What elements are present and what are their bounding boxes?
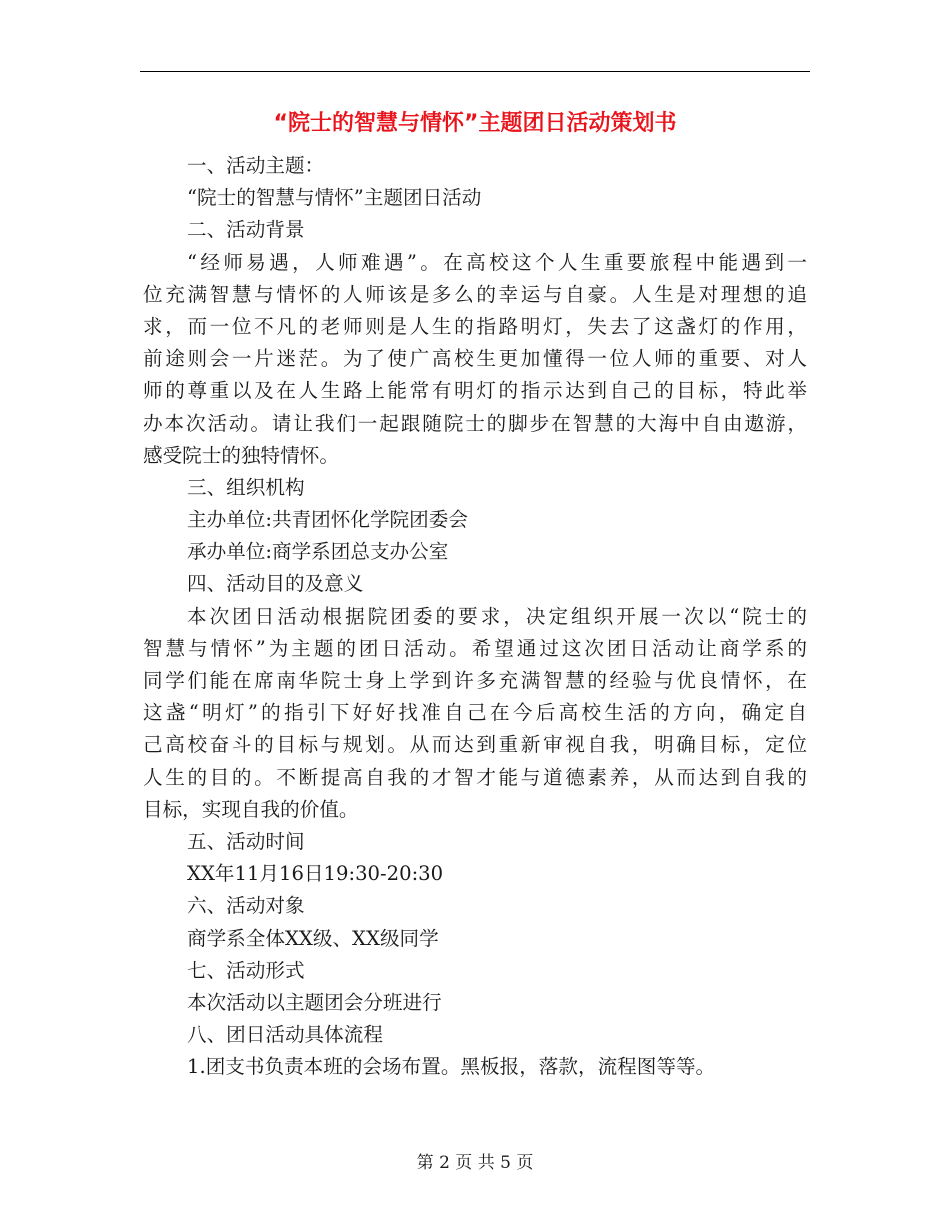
- paragraph-line: 五、活动时间: [187, 829, 305, 853]
- paragraph-line: 承办单位:商学系团总支办公室: [187, 540, 449, 564]
- paragraph-line: 三、组织机构: [187, 475, 305, 499]
- paragraph-line: 办本次活动。请让我们一起跟随院士的脚步在智慧的大海中自由遨游，: [143, 411, 807, 435]
- paragraph-line: 六、活动对象: [187, 894, 305, 918]
- paragraph-line: 商学系全体XX级、XX级同学: [187, 926, 439, 950]
- paragraph-line: 人生的目的。不断提高自我的才智才能与道德素养，从而达到自我的: [143, 765, 807, 789]
- paragraph-line: 1.团支书负责本班的会场布置。黑板报，落款，流程图等等。: [187, 1055, 716, 1079]
- paragraph-line: 这盏“明灯”的指引下好好找准自己在今后高校生活的方向，确定自: [143, 701, 807, 725]
- paragraph-line: “经师易遇，人师难遇”。在高校这个人生重要旅程中能遇到一: [187, 250, 807, 274]
- paragraph-line: 己高校奋斗的目标与规划。从而达到重新审视自我，明确目标，定位: [143, 733, 807, 757]
- paragraph-line: 智慧与情怀”为主题的团日活动。希望通过这次团日活动让商学系的: [143, 636, 807, 660]
- paragraph-line: 目标，实现自我的价值。: [143, 797, 359, 821]
- paragraph-line: 前途则会一片迷茫。为了使广高校生更加懂得一位人师的重要、对人: [143, 347, 807, 371]
- paragraph-line: 本次活动以主题团会分班进行: [187, 990, 442, 1014]
- paragraph-line: “院士的智慧与情怀”主题团日活动: [187, 186, 482, 210]
- paragraph-line: 本次团日活动根据院团委的要求，决定组织开展一次以“院士的: [187, 604, 807, 628]
- document-title: “院士的智慧与情怀”主题团日活动策划书: [273, 111, 677, 136]
- paragraph-line: 同学们能在席南华院士身上学到许多充满智慧的经验与优良情怀，在: [143, 669, 807, 692]
- paragraph-line: 二、活动背景: [187, 218, 305, 242]
- paragraph-line: 感受院士的独特情怀。: [143, 443, 339, 467]
- paragraph-line: 主办单位:共青团怀化学院团委会: [187, 508, 468, 532]
- document-body: [143, 150, 807, 1083]
- paragraph-line: 七、活动形式: [187, 958, 305, 982]
- paragraph-line: 八、团日活动具体流程: [187, 1023, 383, 1047]
- paragraph-line: 求，而一位不凡的老师则是人生的指路明灯，失去了这盏灯的作用，: [143, 314, 807, 338]
- paragraph-line: 师的尊重以及在人生路上能常有明灯的指示达到自己的目标，特此举: [143, 379, 807, 403]
- paragraph-line: 一、活动主题：: [187, 154, 325, 177]
- page-footer: 第 2 页 共 5 页: [416, 1153, 534, 1173]
- header-rule: [140, 71, 810, 72]
- paragraph-line: 位充满智慧与情怀的人师该是多么的幸运与自豪。人生是对理想的追: [143, 282, 807, 306]
- paragraph-line: 四、活动目的及意义: [187, 572, 364, 596]
- paragraph-line: XX年11月16日19:30-20:30: [187, 862, 444, 886]
